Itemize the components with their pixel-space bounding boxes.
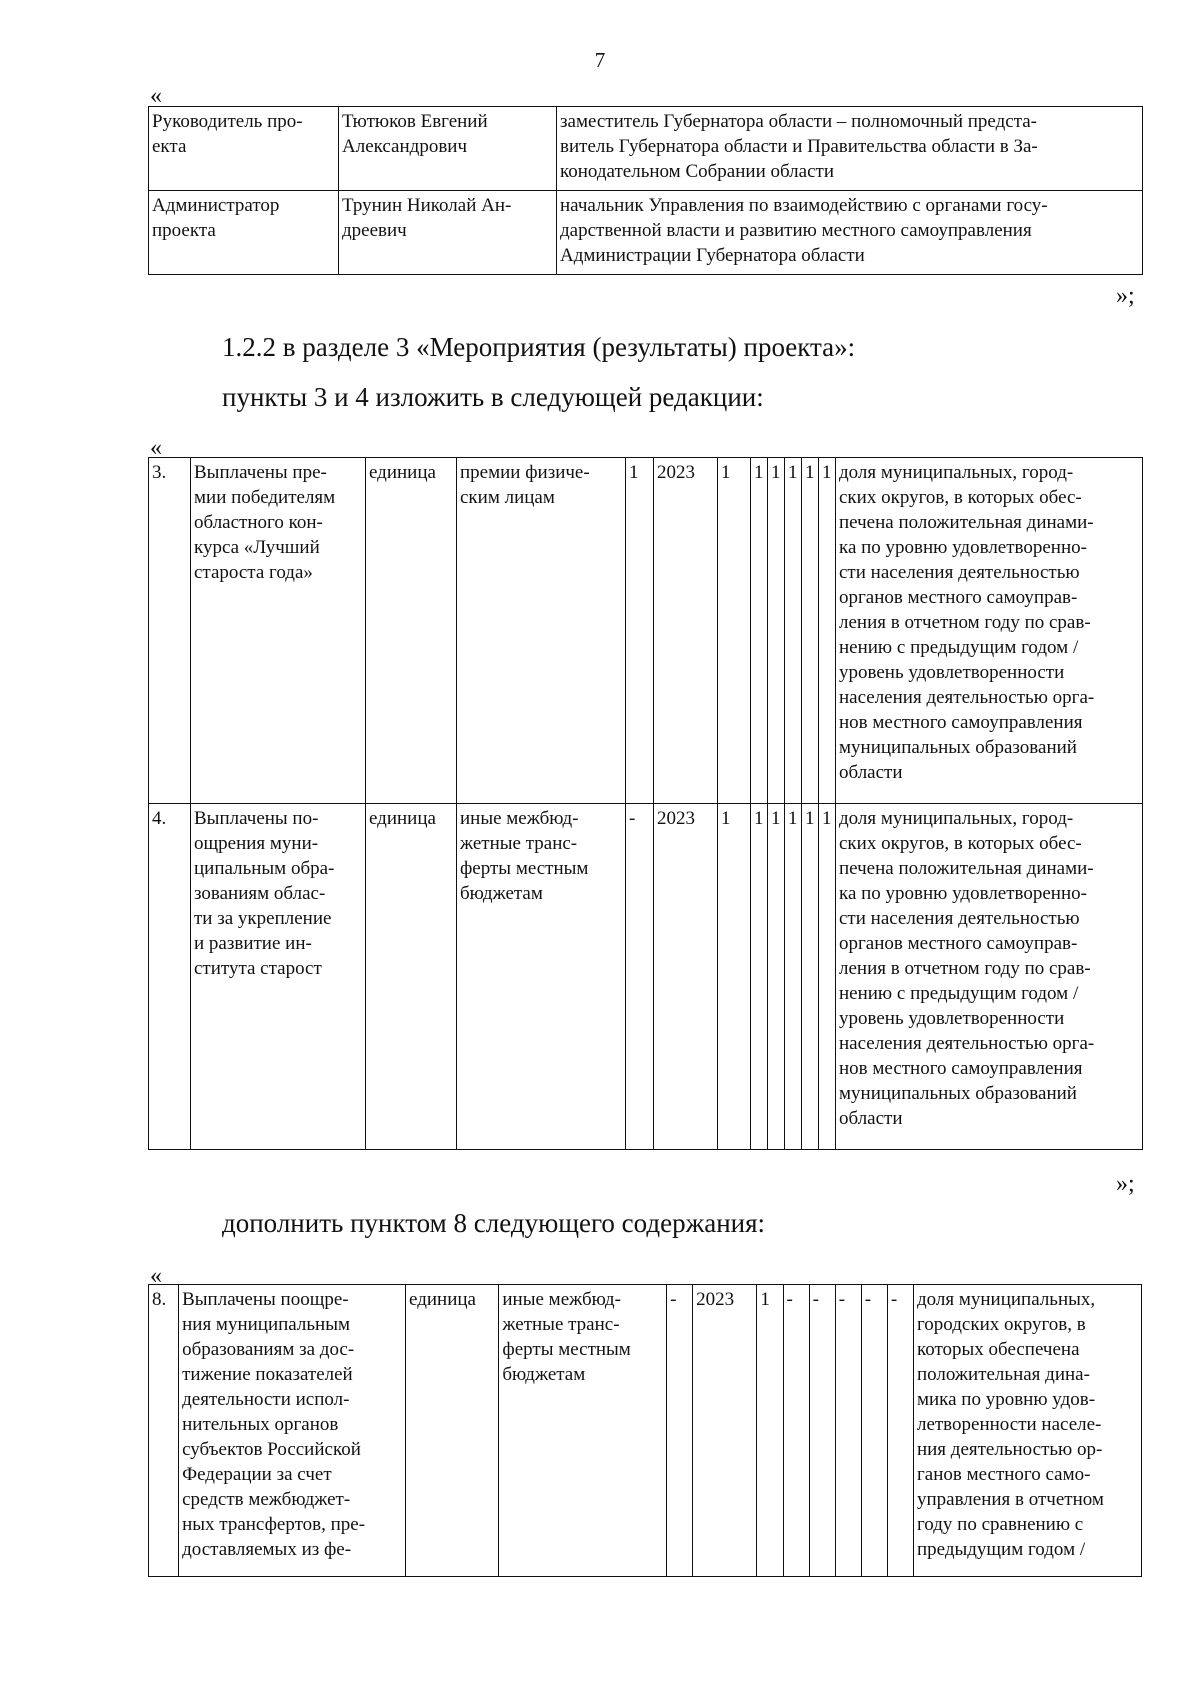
value-cell: -: [835, 1285, 861, 1577]
activities-table: [148, 457, 1143, 1150]
type-cell: премии физиче- ским лицам: [457, 458, 626, 804]
name-cell: Тютюков Евгений Александрович: [339, 107, 557, 191]
value-cell: 1: [718, 804, 751, 1150]
base-value: -: [667, 1285, 693, 1577]
value-cell: 1: [785, 458, 802, 804]
section-heading: 1.2.2 в разделе 3 «Мероприятия (результаты) проекта»:: [222, 332, 856, 362]
role-cell: Руководитель про- екта: [149, 107, 339, 191]
year-cell: 2023: [654, 458, 718, 804]
value-cell: 1: [757, 1285, 783, 1577]
close-quote: »;: [1116, 283, 1135, 309]
value-cell: 1: [718, 458, 751, 804]
unit-cell: единица: [366, 458, 457, 804]
indicator-link: доля муниципальных, городских округов, в которых обеспечена положительная дина- мика по уровню удов- летворенности населе- ния деятельностью ор- ганов местного само- управления в отчетном году по сравнению с предыдущим годом /: [913, 1285, 1141, 1577]
base-value: 1: [626, 458, 654, 804]
open-quote: «: [150, 83, 162, 109]
instruction-text: пункты 3 и 4 изложить в следующей редакции:: [222, 382, 764, 412]
value-cell: 1: [768, 804, 785, 1150]
value-cell: -: [783, 1285, 809, 1577]
unit-cell: единица: [406, 1285, 499, 1577]
activity-name: Выплачены пре- мии победителям областного кон- курса «Лучший староста года»: [191, 458, 366, 804]
type-cell: иные межбюд- жетные транс- ферты местным бюджетам: [499, 1285, 667, 1577]
page-number: 7: [594, 48, 606, 72]
row-number: 4.: [149, 804, 191, 1150]
name-cell: Трунин Николай Ан- дреевич: [339, 191, 557, 275]
table-row: [149, 107, 1143, 191]
type-cell: иные межбюд- жетные транс- ферты местным бюджетам: [457, 804, 626, 1150]
table-row: [149, 1285, 1142, 1577]
year-cell: 2023: [654, 804, 718, 1150]
value-cell: 1: [819, 804, 836, 1150]
value-cell: -: [887, 1285, 913, 1577]
value-cell: -: [809, 1285, 835, 1577]
table-row: [149, 804, 1143, 1150]
row-number: 3.: [149, 458, 191, 804]
value-cell: 1: [802, 458, 819, 804]
activity-name: Выплачены поощре- ния муниципальным образованиям за дос- тижение показателей деятельности испол- нительных органов субъектов Российской Федерации за счет средств межбюджет- ных трансфертов, пре- доставляемых из фе-: [179, 1285, 406, 1577]
activity-8-table: [148, 1284, 1142, 1577]
unit-cell: единица: [366, 804, 457, 1150]
value-cell: 1: [751, 458, 768, 804]
value-cell: 1: [819, 458, 836, 804]
position-cell: заместитель Губернатора области – полномочный предста- витель Губернатора области и Правительства области в За- конодательном Собрании области: [557, 107, 1143, 191]
base-value: -: [626, 804, 654, 1150]
position-cell: начальник Управления по взаимодействию с органами госу- дарственной власти и развитию местного самоуправления Администрации Губернатора области: [557, 191, 1143, 275]
value-cell: -: [861, 1285, 887, 1577]
table-row: [149, 458, 1143, 804]
instruction-text: дополнить пунктом 8 следующего содержания:: [222, 1208, 766, 1238]
row-number: 8.: [149, 1285, 179, 1577]
role-cell: Администратор проекта: [149, 191, 339, 275]
value-cell: 1: [802, 804, 819, 1150]
close-quote: »;: [1116, 1171, 1135, 1197]
open-quote: «: [150, 1263, 162, 1289]
indicator-link: доля муниципальных, город- ских округов, в которых обес- печена положительная динами- ка по уровню удовлетворенно- сти населения деятельностью органов местного самоуправ- ления в отчетном году по срав- нению с предыдущим годом / уровень удовлетворенности населения деятельностью орга- нов местного самоуправления муниципальных образований области: [836, 804, 1143, 1150]
indicator-link: доля муниципальных, город- ских округов, в которых обес- печена положительная динами- ка по уровню удовлетворенно- сти населения деятельностью органов местного самоуправ- ления в отчетном году по срав- нению с предыдущим годом / уровень удовлетворенности населения деятельностью орга- нов местного самоуправления муниципальных образований области: [836, 458, 1143, 804]
project-staff-table: [148, 106, 1143, 275]
value-cell: 1: [751, 804, 768, 1150]
value-cell: 1: [768, 458, 785, 804]
open-quote: «: [150, 435, 162, 461]
year-cell: 2023: [693, 1285, 757, 1577]
table-row: [149, 191, 1143, 275]
activity-name: Выплачены по- ощрения муни- ципальным обра- зованиям облас- ти за укрепление и развитие ин- ститута старост: [191, 804, 366, 1150]
value-cell: 1: [785, 804, 802, 1150]
